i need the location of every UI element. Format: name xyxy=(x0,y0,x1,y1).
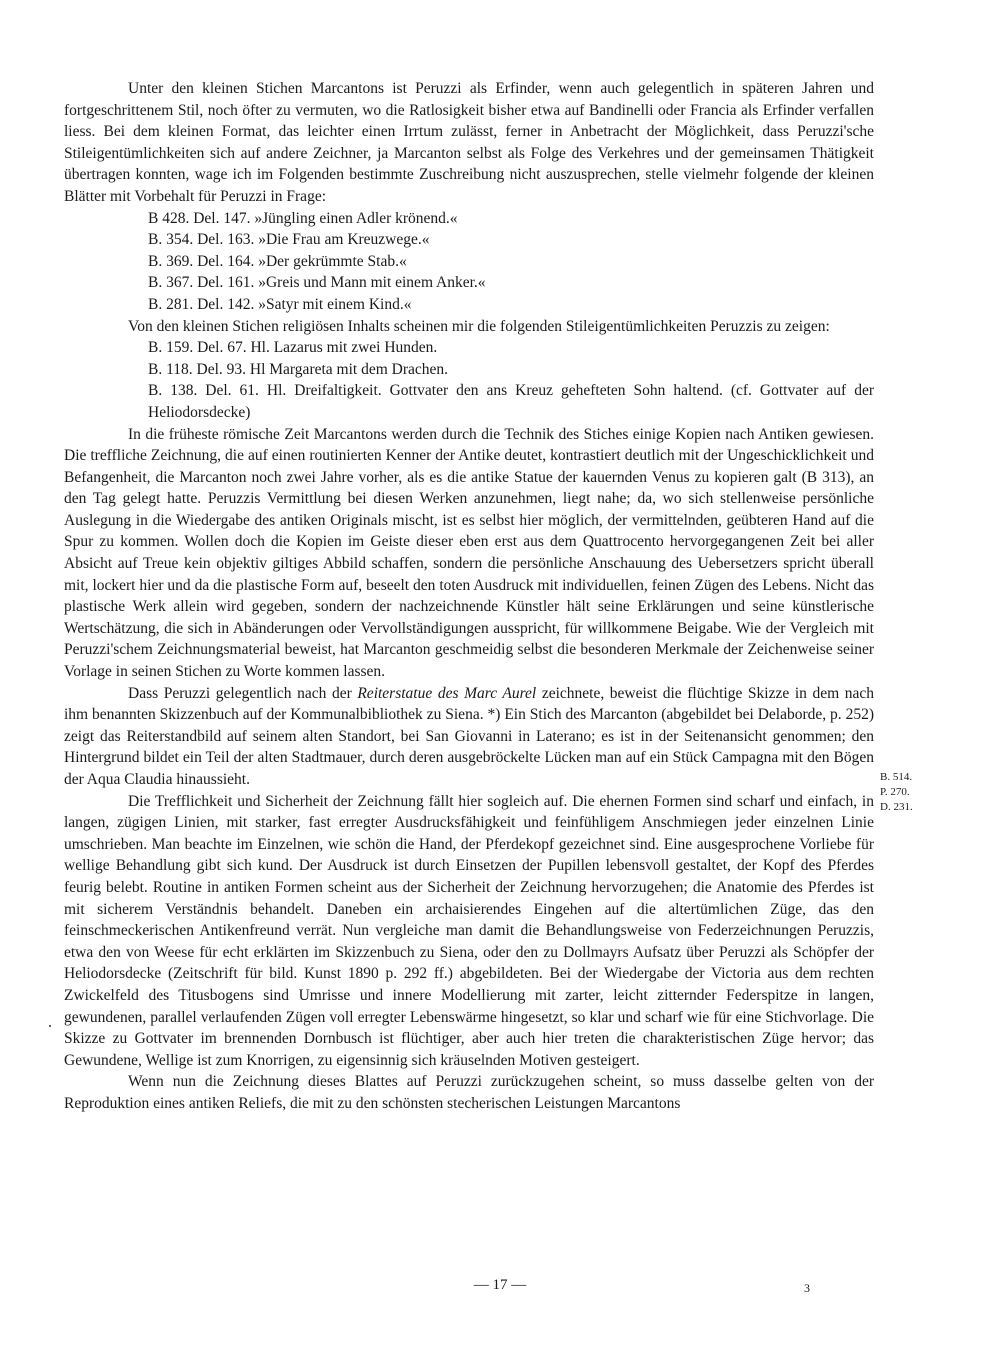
page-body xyxy=(64,78,874,1115)
paragraph-3: In die früheste römische Zeit Marcantons werden durch die Technik des Stiches einige Kopien nach Antiken gewiesen. Die treffliche Zeichnung, die auf einen routinierten Kenner der Antike deutet, kontrastiert deutlich mit der Ungeschicklichkeit und Befangenheit, die Marcanton noch zwei Jahre vorher, als es die antike Statue der kauernden Venus zu kopieren galt (B 313), an den Tag gelegt hatte. Peruzzis Vermittlung bei diesen Werken anzunehmen, liegt nahe; da, wo sich stellenweise persönliche Auslegung in die Wiedergabe des antiken Originals mischt, ist es selbst hier möglich, der vermittelnden, geübteren Hand auf die Spur zu kommen. Wollen doch die Kopien im Geiste dieser eben erst aus dem Quattrocento hervorgegangenen Zeit bei aller Absicht auf Treue kein objektiv giltiges Abbild schaffen, sondern die persönliche Anschauung des Uebersetzers spricht überall mit, lockert hier und da die plastische Form auf, beseelt den toten Ausdruck mit individuellen, feinen Zügen des Lebens. Nicht das plastische Werk allein wird gegeben, sondern der nachzeichnende Künstler hält seine Erklärungen und seine künstlerische Wertschätzung, die sich in Abänderungen oder Vervollständigungen ausspricht, für willkommene Beigabe. Wie der Vergleich mit Peruzzi'schem Zeichnungsmaterial beweist, hat Marcanton geschmeidig selbst die besonderen Merkmale der Zeichenweise seiner Vorlage in seinen Stichen zu Worte kommen lassen. xyxy=(64,425,874,681)
signature-mark: 3 xyxy=(804,1281,810,1295)
margin-note: B. 514. xyxy=(880,771,913,783)
list-item: B. 367. Del. 161. »Greis und Mann mit einem Anker.« xyxy=(148,274,486,292)
engraving-list xyxy=(64,208,874,316)
margin-note: D. 231. xyxy=(880,801,913,813)
list-item: B. 159. Del. 67. Hl. Lazarus mit zwei Hunden. xyxy=(148,339,438,357)
list-item: B. 118. Del. 93. Hl Margareta mit dem Drachen. xyxy=(148,360,449,378)
list-item: B. 281. Del. 142. »Satyr mit einem Kind.« xyxy=(148,295,412,313)
ink-speck xyxy=(49,1025,51,1027)
paragraph-4-end: zeichnete, beweist die flüchtige Skizze in dem nach ihm benannten Skizzenbuch auf der Kommunalbibliothek zu Siena. *) Ein Stich des Marcanton (abgebildet bei Delaborde, p. 252) zeigt das Reiterstandbild auf seinem alten Standort, bei San Giovanni in Laterano; es ist in der Seitenansicht genommen; den Hintergrund bildet ein Teil der alten Stadtmauer, durch deren ausgebröckelte Lücken man auf ein Stück Campagna mit den Bögen der Aqua Claudia hinaussieht. xyxy=(64,684,875,788)
religious-engraving-list xyxy=(64,337,874,423)
paragraph-4 xyxy=(64,683,874,791)
paragraph-1: Unter den kleinen Stichen Marcantons ist Peruzzi als Erfinder, wenn auch gelegentlich in späteren Jahren und fortgeschrittenem Stil, noch öfter zu vermuten, wo die Ratlosigkeit bisher etwa auf Bandinelli oder Francia als Erfinder verfallen liess. Bei dem kleinen Format, das leichter einen Irrtum zulässt, ferner in Anbetracht der Möglichkeit, dass Peruzzi'sche Stileigentümlichkeiten sich auf andere Zeichner, ja Marcanton selbst als Folge des Verkehres und der gemeinsamen Thätigkeit übertragen konnten, wage ich im Folgenden bestimmte Zuschreibung nicht auszusprechen, stelle vielmehr folgende der kleinen Blätter mit Vorbehalt für Peruzzi in Frage: xyxy=(64,80,874,205)
margin-notes xyxy=(880,770,950,815)
paragraph-6: Wenn nun die Zeichnung dieses Blattes auf Peruzzi zurückzugehen scheint, so muss dasselbe gelten von der Reproduktion eines antiken Reliefs, die mit zu den schönsten stecherischen Leistungen Marcantons xyxy=(64,1073,874,1112)
paragraph-2: Von den kleinen Stichen religiösen Inhalts scheinen mir die folgenden Stileigentümlichkeiten Peruzzis zu zeigen: xyxy=(128,317,830,335)
list-item: B 428. Del. 147. »Jüngling einen Adler krönend.« xyxy=(148,209,458,227)
list-item: B. 354. Del. 163. »Die Frau am Kreuzwege.« xyxy=(148,231,430,249)
list-item: B. 138. Del. 61. Hl. Dreifaltigkeit. Gottvater den ans Kreuz gehefteten Sohn haltend. (cf. Gottvater auf der Heliodorsdecke) xyxy=(148,382,874,421)
margin-note: P. 270. xyxy=(880,786,910,798)
list-item: B. 369. Del. 164. »Der gekrümmte Stab.« xyxy=(148,252,407,270)
italic-title: Reiterstatue des Marc Aurel xyxy=(357,684,537,702)
paragraph-4-start: Dass Peruzzi gelegentlich nach der xyxy=(128,684,358,702)
page-number: — 17 — xyxy=(473,1277,527,1293)
paragraph-5: Die Trefflichkeit und Sicherheit der Zeichnung fällt hier sogleich auf. Die ehernen Formen sind scharf und einfach, in langen, zügigen Linien, mit starker, fast erregter Ausdrucksfähigkeit und feinfühligem Anschmiegen jeder einzelnen Linie umschrieben. Man beachte im Einzelnen, wie schön die Hand, der Pferdekopf gezeichnet sind. Eine ausgesprochene Vorliebe für wellige Behandlung gibt sich kund. Der Ausdruck ist durch Einsetzen der Pupillen lebensvoll gestaltet, der Kopf des Pferdes feurig belebt. Routine in antiken Formen scheint aus der Sicherheit der Zeichnung hervorzugehen; die Anatomie des Pferdes ist mit sicherem Verständnis behandelt. Daneben ein archaisierendes Eingehen auf die altertümlichen Züge, das den feinschmeckerischen Antikenfreund verrät. Nun vergleiche man damit die Behandlungsweise von Federzeichnungen Peruzzis, etwa den von Weese für echt erklärten im Skizzenbuch zu Siena, oder den zu Dollmayrs Aufsatz über Peruzzi als Schöpfer der Heliodorsdecke (Zeitschrift für bild. Kunst 1890 p. 292 ff.) abgebildeten. Bei der Wiedergabe der Victoria aus dem rechten Zwickelfeld des Titusbogens sind Umrisse und innere Modellierung mit zarter, leicht zitternder Federspitze in langen, gewundenen, parallel verlaufenden Zügen voll erregter Lebenswärme hingesetzt, so klar und scharf wie für eine Stichvorlage. Die Skizze zu Gottvater im brennenden Dornbusch ist flüchtiger, aber auch hier treten die charakteristischen Züge hervor; das Gewundene, Wellige ist zum Knorrigen, zu eigensinnig sich kräuselnden Motiven gesteigert. xyxy=(64,792,874,1069)
